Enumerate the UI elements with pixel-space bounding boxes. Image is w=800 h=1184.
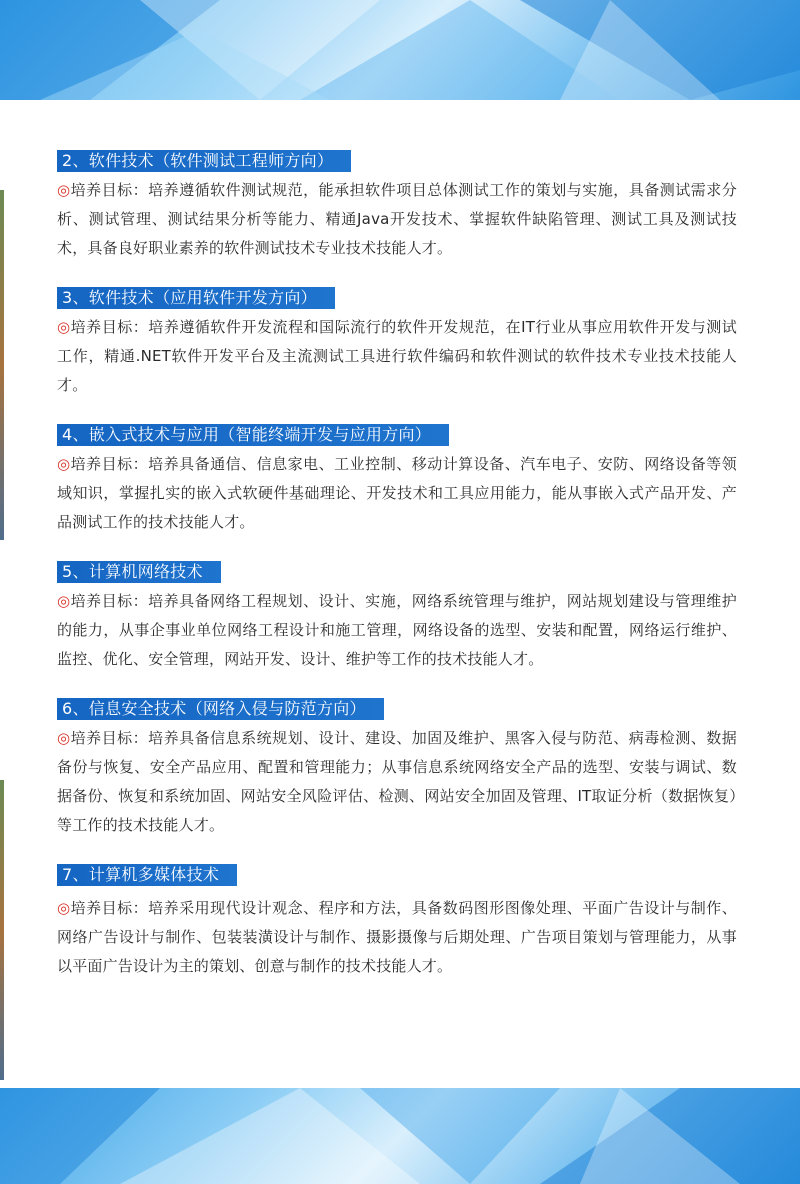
bullet-mark-icon: ◎: [57, 592, 71, 610]
goal-text: 培养采用现代设计观念、程序和方法，具备数码图形图像处理、平面广告设计与制作、网络广告设计与制作、包装装潢设计与制作、摄影摄像与后期处理、广告项目策划与管理能力，从事以平面广告设计为主的策划、创意与制作的技术技能人才。: [57, 899, 737, 975]
section-body: [57, 176, 737, 263]
section-body: [57, 450, 737, 537]
section-header: 6、信息安全技术（网络入侵与防范方向）: [57, 698, 384, 720]
section-header: 5、计算机网络技术: [57, 561, 221, 583]
goal-label: 培养目标：: [70, 899, 149, 917]
bullet-mark-icon: ◎: [57, 181, 71, 199]
major-section: [57, 561, 737, 674]
section-header: 4、嵌入式技术与应用（智能终端开发与应用方向）: [57, 424, 449, 446]
goal-text: 培养遵循软件测试规范，能承担软件项目总体测试工作的策划与实施，具备测试需求分析、测试管理、测试结果分析等能力、精通Java开发技术、掌握软件缺陷管理、测试工具及测试技术，具备良好职业素养的软件测试技术专业技术技能人才。: [57, 181, 737, 257]
section-body: [57, 587, 737, 674]
bullet-mark-icon: ◎: [57, 455, 71, 473]
top-decorative-band: [0, 0, 800, 100]
section-header: 7、计算机多媒体技术: [57, 864, 237, 886]
section-body: [57, 313, 737, 400]
bottom-decorative-band: [0, 1088, 800, 1184]
left-edge-photo-strip: [0, 780, 4, 1080]
goal-text: 培养具备网络工程规划、设计、实施，网络系统管理与维护，网站规划建设与管理维护的能力，从事企事业单位网络工程设计和施工管理，网络设备的选型、安装和配置，网络运行维护、监控、优化、安全管理，网站开发、设计、维护等工作的技术技能人才。: [57, 592, 737, 668]
left-edge-photo-strip: [0, 190, 4, 540]
majors-content: [57, 150, 737, 1005]
major-section: [57, 150, 737, 263]
goal-label: 培养目标：: [70, 729, 149, 747]
section-header: 3、软件技术（应用软件开发方向）: [57, 287, 335, 309]
bullet-mark-icon: ◎: [57, 318, 71, 336]
section-body: [57, 724, 737, 840]
major-section: [57, 864, 737, 981]
goal-label: 培养目标：: [70, 455, 149, 473]
bottom-band-polygons: [0, 1088, 800, 1184]
major-section: [57, 287, 737, 400]
major-section: [57, 424, 737, 537]
bullet-mark-icon: ◎: [57, 899, 71, 917]
goal-text: 培养遵循软件开发流程和国际流行的软件开发规范，在IT行业从事应用软件开发与测试工作，精通.NET软件开发平台及主流测试工具进行软件编码和软件测试的软件技术专业技术技能人才。: [57, 318, 737, 394]
section-body: [57, 894, 737, 981]
bullet-mark-icon: ◎: [57, 729, 71, 747]
major-section: [57, 698, 737, 840]
section-header: 2、软件技术（软件测试工程师方向）: [57, 150, 351, 172]
goal-text: 培养具备信息系统规划、设计、建设、加固及维护、黑客入侵与防范、病毒检测、数据备份与恢复、安全产品应用、配置和管理能力；从事信息系统网络安全产品的选型、安装与调试、数据备份、恢复和系统加固、网站安全风险评估、检测、网站安全加固及管理、IT取证分析（数据恢复）等工作的技术技能人才。: [57, 729, 737, 834]
goal-label: 培养目标：: [70, 181, 149, 199]
goal-label: 培养目标：: [70, 592, 149, 610]
goal-label: 培养目标：: [70, 318, 149, 336]
goal-text: 培养具备通信、信息家电、工业控制、移动计算设备、汽车电子、安防、网络设备等领域知识，掌握扎实的嵌入式软硬件基础理论、开发技术和工具应用能力，能从事嵌入式产品开发、产品测试工作的技术技能人才。: [57, 455, 737, 531]
top-band-polygons: [0, 0, 800, 100]
